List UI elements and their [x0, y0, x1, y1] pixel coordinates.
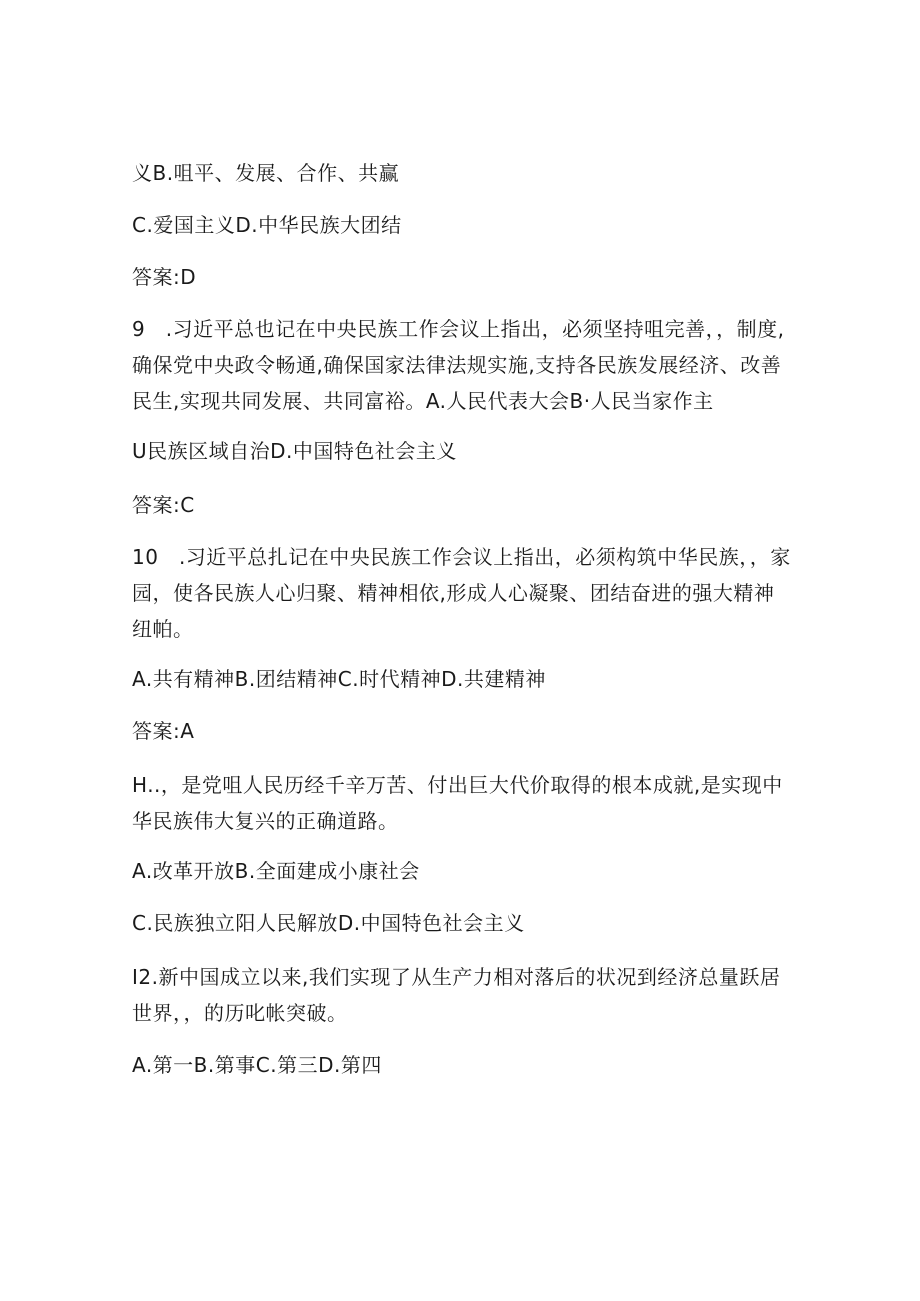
q12-text-line-2: 世界，，的历叱帐突破。 [132, 1001, 348, 1025]
q11-options-cd: C.民族独立阳人民解放D.中国特色社会主义 [132, 911, 525, 935]
q9-answer: 答案:C [132, 493, 195, 517]
q10-text-line-1: 10 .习近平总扎记在中央民族工作会议上指出，必须构筑中华民族，，家 [132, 545, 791, 569]
q8-options-ab: 义B.咀平、发展、合作、共赢 [132, 161, 400, 185]
q9-text-line-1: 9 .习近平总也记在中央民族工作会议上指出，必须坚持咀完善，，制度, [132, 317, 785, 341]
q10-text-line-3: 纽帕。 [132, 617, 194, 641]
q8-options-cd: C.爱国主义D.中华民族大团结 [132, 213, 402, 237]
q10-text-line-2: 园，使各民族人心归聚、精神相依,形成人心凝聚、团结奋进的强大精神 [132, 581, 775, 605]
q11-text-line-2: 华民族伟大复兴的正确道路。 [132, 809, 399, 833]
q9-text-line-2: 确保党中央政令畅通,确保国家法律法规实施,支持各民族发展经济、改善 [132, 353, 782, 377]
q11-options-ab: A.改革开放B.全面建成小康社会 [132, 859, 420, 883]
q12-text-line-1: I2.新中国成立以来,我们实现了从生产力相对落后的状况到经济总量跃居 [132, 965, 781, 989]
q9-options-cd: U民族区域自治D.中国特色社会主义 [132, 439, 457, 463]
q11-text-line-1: H..，是党咀人民历经千辛万苦、付出巨大代价取得的根本成就,是实现中 [132, 773, 783, 797]
q10-answer: 答案:A [132, 719, 195, 743]
q8-answer: 答案:D [132, 265, 197, 289]
q9-text-line-3: 民生,实现共同发展、共同富裕。A.人民代表大会B·人民当家作主 [132, 389, 714, 413]
q10-options: A.共有精神B.团结精神C.时代精神D.共建精神 [132, 667, 546, 691]
q12-options: A.第一B.第事C.第三D.第四 [132, 1053, 382, 1077]
